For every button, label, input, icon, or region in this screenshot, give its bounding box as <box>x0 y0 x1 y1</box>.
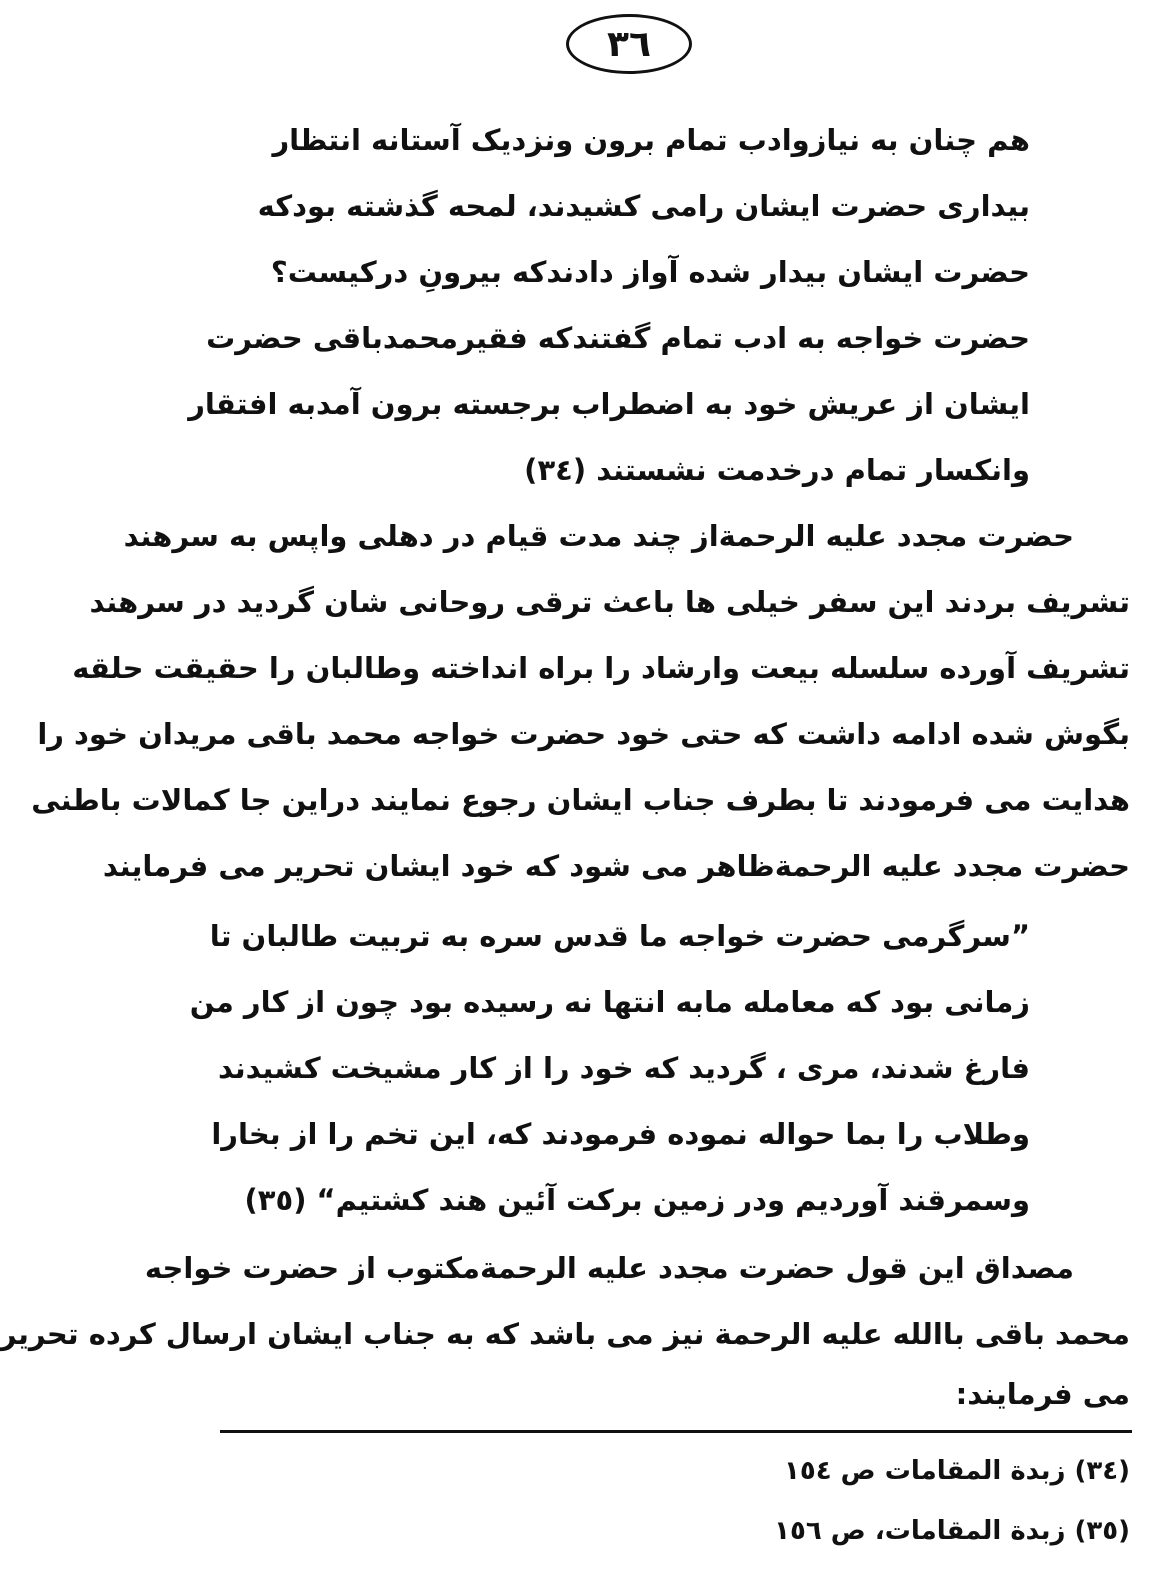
paragraph-3-line-2: محمد باقی باالله علیه الرحمة نیز می باشد که به جناب ایشان ارسال کرده تحریر <box>0 1317 1130 1351</box>
quote-line-2: زمانی بود که معامله مابه انتها نه رسیده بود چون از کار من <box>189 985 1030 1019</box>
footnote-divider <box>220 1430 1132 1433</box>
paragraph-2-line-1: حضرت مجدد علیه الرحمةاز چند مدت قیام در دهلی واپس به سرهند <box>123 519 1074 553</box>
paragraph-2-line-5: هدایت می فرمودند تا بطرف جناب ایشان رجوع نمایند دراین جا کمالات باطنی <box>31 783 1130 817</box>
paragraph-2-line-2: تشریف بردند این سفر خیلی ها باعث ترقی روحانی شان گردید در سرهند <box>89 585 1130 619</box>
paragraph-2-line-3: تشریف آورده سلسله بیعت وارشاد را براه انداخته وطالبان را حقیقت حلقه <box>72 651 1130 685</box>
paragraph-3-line-3: می فرمایند: <box>955 1377 1130 1411</box>
paragraph-1-line-4: حضرت خواجه به ادب تمام گفتندکه فقیرمحمدباقی حضرت <box>206 321 1030 355</box>
paragraph-2-line-4: بگوش شده ادامه داشت که حتی خود حضرت خواجه محمد باقی مریدان خود را <box>37 717 1130 751</box>
paragraph-1-line-2: بیداری حضرت ایشان رامی کشیدند، لمحه گذشته بودکه <box>257 189 1030 223</box>
quote-line-1: ”سرگرمی حضرت خواجه ما قدس سره به تربیت طالبان تا <box>209 919 1030 953</box>
quote-line-3: فارغ شدند، مرى ، گردید که خود را از کار مشیخت کشیدند <box>217 1051 1030 1085</box>
quote-line-5: وسمرقند آوردیم ودر زمین برکت آئین هند کشتیم“ (٣٥) <box>244 1183 1030 1217</box>
quote-line-4: وطلاب را بما حواله نموده فرمودند که، این تخم را از بخارا <box>211 1117 1030 1151</box>
paragraph-1-line-1: هم چنان به نیازوادب تمام برون ونزدیک آستانه انتظار <box>272 123 1030 157</box>
paragraph-1-line-5: ایشان از عریش خود به اضطراب برجسته برون آمدبه افتقار <box>188 387 1030 421</box>
paragraph-1-line-3: حضرت ایشان بیدار شده آواز دادندکه بیرونِ درکیست؟ <box>270 255 1030 289</box>
footnote-35: (٣٥) زبدة المقامات، ص ١٥٦ <box>774 1516 1130 1546</box>
footnote-34: (٣٤) زبدة المقامات ص ١٥٤ <box>784 1456 1130 1486</box>
paragraph-3-line-1: مصداق این قول حضرت مجدد علیه الرحمةمکتوب از حضرت خواجه <box>144 1251 1074 1285</box>
paragraph-2-line-6: حضرت مجدد علیه الرحمةظاهر می شود که خود ایشان تحریر می فرمایند <box>102 849 1130 883</box>
page-number: ۳٦ <box>566 14 692 74</box>
paragraph-1-line-6: وانکسار تمام درخدمت نشستند (٣٤) <box>524 453 1030 487</box>
